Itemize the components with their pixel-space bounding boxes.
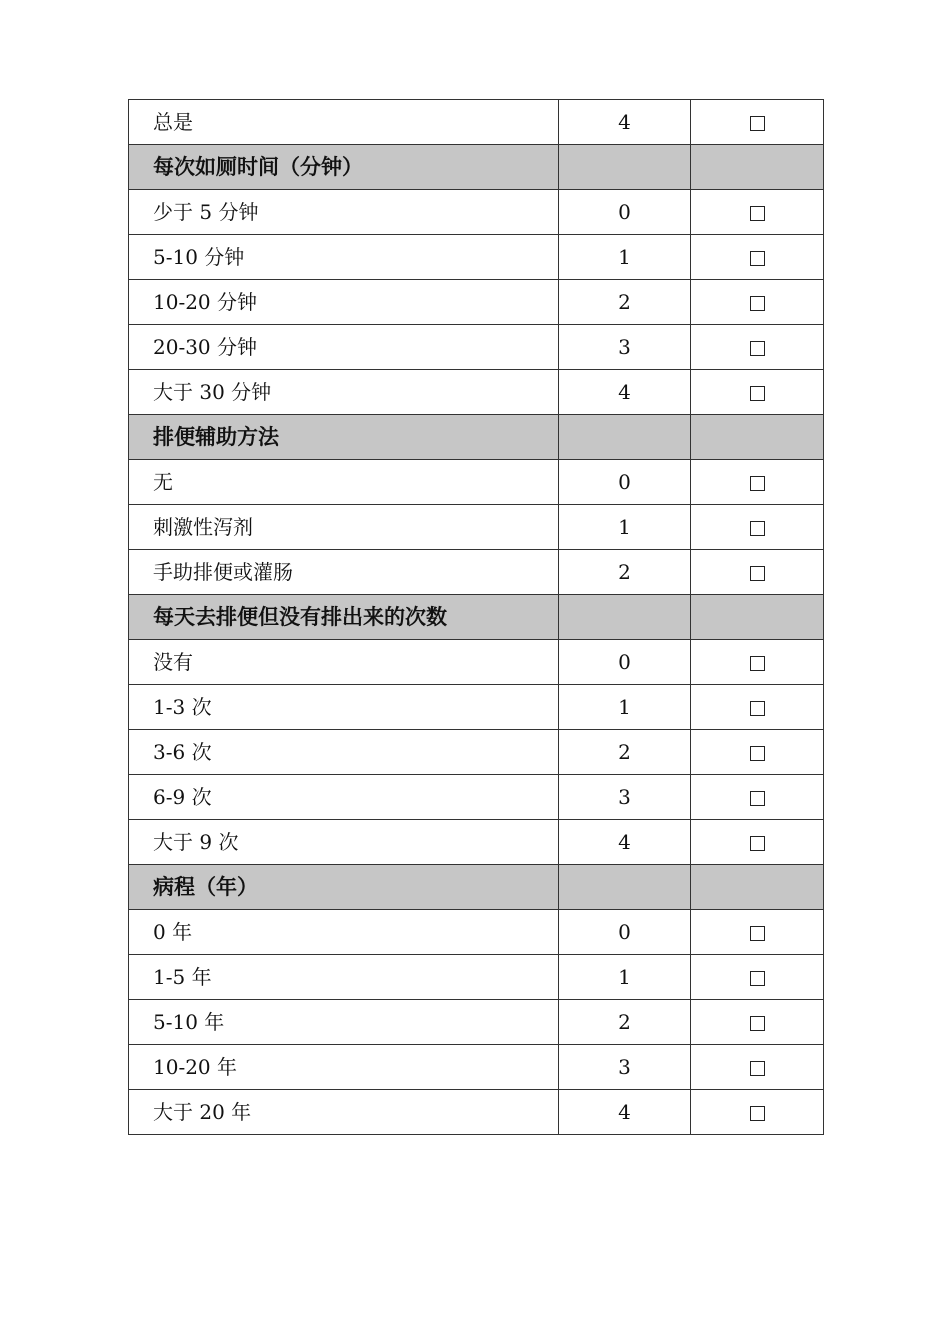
option-score: 4 [559,820,691,865]
option-check-cell[interactable] [691,100,824,145]
option-label: 10-20 分钟 [129,280,559,325]
option-label: 0 年 [129,910,559,955]
option-score: 0 [559,910,691,955]
option-score: 1 [559,235,691,280]
option-label: 10-20 年 [129,1045,559,1090]
option-row [129,280,824,325]
option-score: 4 [559,370,691,415]
empty-checkbox-icon[interactable] [750,746,765,761]
option-check-cell[interactable] [691,1090,824,1135]
option-check-cell[interactable] [691,775,824,820]
option-score: 2 [559,280,691,325]
empty-checkbox-icon[interactable] [750,206,765,221]
option-score: 3 [559,1045,691,1090]
section-check-cell [691,145,824,190]
option-label: 刺激性泻剂 [129,505,559,550]
section-title: 排便辅助方法 [129,415,559,460]
option-check-cell[interactable] [691,550,824,595]
option-check-cell[interactable] [691,280,824,325]
option-row [129,325,824,370]
option-score: 1 [559,505,691,550]
empty-checkbox-icon[interactable] [750,926,765,941]
option-label: 6-9 次 [129,775,559,820]
option-row [129,820,824,865]
option-check-cell[interactable] [691,190,824,235]
section-score-cell [559,145,691,190]
option-row [129,235,824,280]
option-row [129,190,824,235]
empty-checkbox-icon[interactable] [750,701,765,716]
section-score-cell [559,865,691,910]
option-label: 1-5 年 [129,955,559,1000]
option-check-cell[interactable] [691,325,824,370]
empty-checkbox-icon[interactable] [750,566,765,581]
option-label: 大于 30 分钟 [129,370,559,415]
option-check-cell[interactable] [691,1045,824,1090]
option-score: 0 [559,640,691,685]
empty-checkbox-icon[interactable] [750,521,765,536]
option-check-cell[interactable] [691,640,824,685]
option-score: 3 [559,775,691,820]
empty-checkbox-icon[interactable] [750,386,765,401]
option-label: 3-6 次 [129,730,559,775]
option-label: 总是 [129,100,559,145]
option-check-cell[interactable] [691,235,824,280]
empty-checkbox-icon[interactable] [750,251,765,266]
empty-checkbox-icon[interactable] [750,1016,765,1031]
option-row [129,640,824,685]
option-check-cell[interactable] [691,955,824,1000]
option-score: 0 [559,460,691,505]
option-check-cell[interactable] [691,730,824,775]
option-score: 1 [559,955,691,1000]
option-label: 手助排便或灌肠 [129,550,559,595]
option-score: 2 [559,550,691,595]
option-row [129,460,824,505]
option-label: 无 [129,460,559,505]
section-header-row [129,595,824,640]
option-score: 2 [559,730,691,775]
score-table [128,99,824,1135]
option-label: 20-30 分钟 [129,325,559,370]
section-title: 每次如厕时间（分钟） [129,145,559,190]
section-header-row [129,415,824,460]
option-label: 少于 5 分钟 [129,190,559,235]
section-header-row [129,865,824,910]
option-score: 4 [559,1090,691,1135]
section-score-cell [559,595,691,640]
empty-checkbox-icon[interactable] [750,791,765,806]
section-check-cell [691,415,824,460]
option-score: 3 [559,325,691,370]
empty-checkbox-icon[interactable] [750,1106,765,1121]
option-check-cell[interactable] [691,505,824,550]
option-row [129,955,824,1000]
option-check-cell[interactable] [691,685,824,730]
empty-checkbox-icon[interactable] [750,341,765,356]
empty-checkbox-icon[interactable] [750,971,765,986]
option-label: 1-3 次 [129,685,559,730]
option-row [129,1090,824,1135]
option-row [129,505,824,550]
empty-checkbox-icon[interactable] [750,836,765,851]
section-score-cell [559,415,691,460]
empty-checkbox-icon[interactable] [750,116,765,131]
empty-checkbox-icon[interactable] [750,656,765,671]
option-row [129,1045,824,1090]
empty-checkbox-icon[interactable] [750,1061,765,1076]
empty-checkbox-icon[interactable] [750,296,765,311]
option-row [129,730,824,775]
option-check-cell[interactable] [691,820,824,865]
option-row [129,685,824,730]
option-label: 5-10 年 [129,1000,559,1045]
option-row [129,550,824,595]
option-score: 1 [559,685,691,730]
empty-checkbox-icon[interactable] [750,476,765,491]
option-label: 大于 9 次 [129,820,559,865]
option-row [129,1000,824,1045]
option-row [129,370,824,415]
option-label: 5-10 分钟 [129,235,559,280]
option-label: 没有 [129,640,559,685]
option-check-cell[interactable] [691,1000,824,1045]
option-row [129,100,824,145]
section-title: 每天去排便但没有排出来的次数 [129,595,559,640]
option-score: 4 [559,100,691,145]
option-row [129,775,824,820]
option-score: 0 [559,190,691,235]
section-check-cell [691,595,824,640]
option-check-cell[interactable] [691,910,824,955]
option-check-cell[interactable] [691,370,824,415]
option-label: 大于 20 年 [129,1090,559,1135]
section-check-cell [691,865,824,910]
option-score: 2 [559,1000,691,1045]
section-header-row [129,145,824,190]
option-row [129,910,824,955]
section-title: 病程（年） [129,865,559,910]
option-check-cell[interactable] [691,460,824,505]
score-table-body [129,100,824,1135]
